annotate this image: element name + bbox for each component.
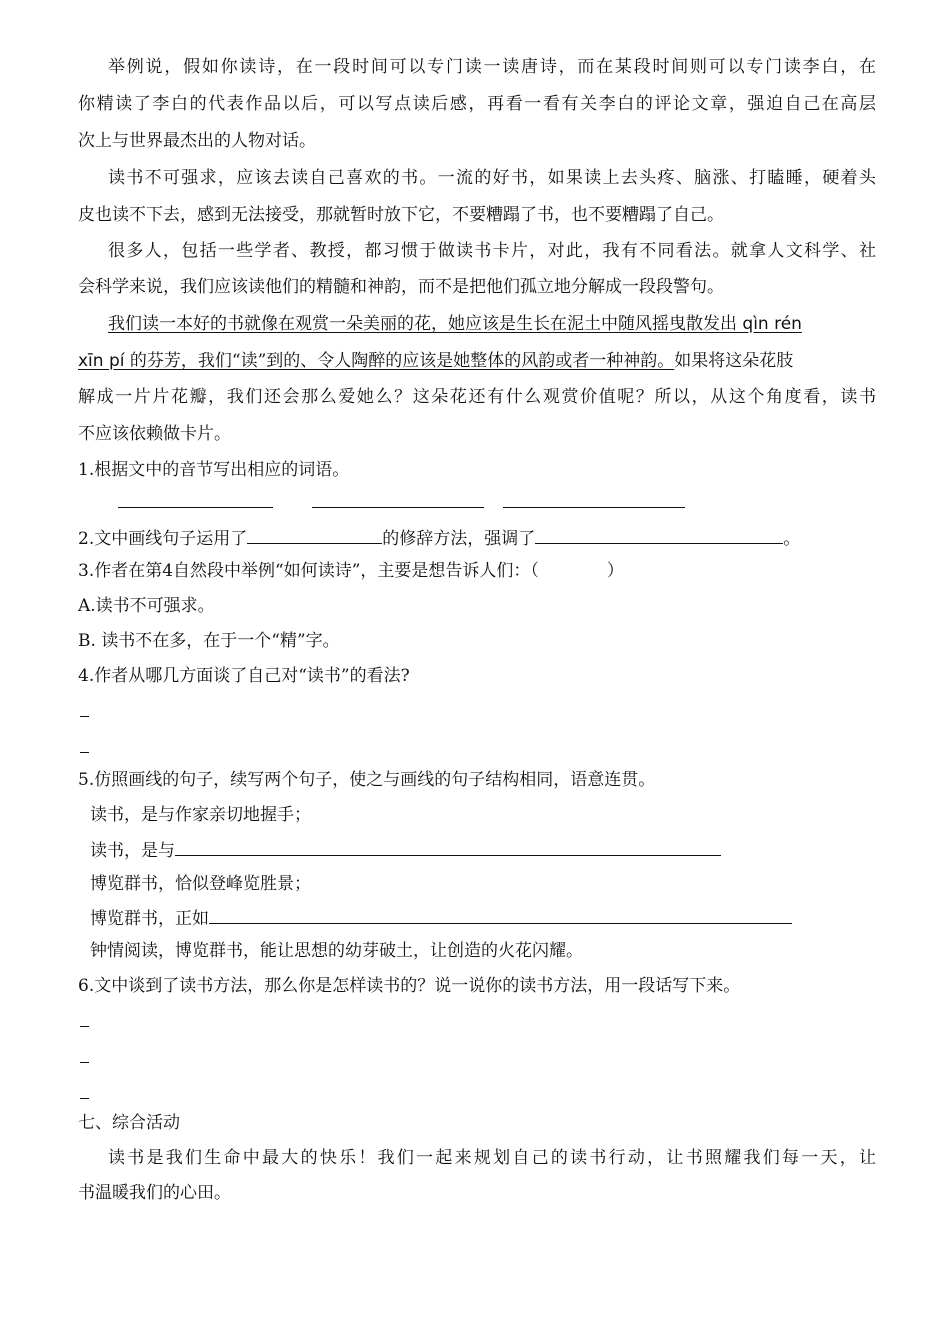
- question-5-line4: [90, 905, 792, 931]
- passage-p4-line1: [108, 312, 802, 336]
- underlined-sentence-part2: 的芬芳，我们“读”到的、令人陶醉的应该是她整体的风韵或者一种神韵。: [124, 351, 675, 371]
- question-5-line3: 博览群书，恰似登峰览胜景；: [90, 874, 311, 894]
- section-7-line1: 读书是我们生命中最大的快乐！我们一起来规划自己的读书行动，让书照耀我们每一天，让: [108, 1148, 876, 1168]
- answer-blank-5b[interactable]: [209, 905, 792, 924]
- passage-p3-line1: 很多人，包括一些学者、教授，都习惯于做读书卡片，对此，我有不同看法。就拿人文科学、社: [108, 241, 876, 261]
- answer-line-6a[interactable]: [80, 1026, 89, 1027]
- question-5-line1: 读书，是与作家亲切地握手；: [90, 805, 311, 825]
- question-4: 4.作者从哪几方面谈了自己对“读书”的看法?: [78, 666, 410, 686]
- question-5: 5.仿照画线的句子，续写两个句子，使之与画线的句子结构相同，语意连贯。: [78, 770, 656, 790]
- answer-line-4a[interactable]: [80, 716, 89, 717]
- section-7-line2: 书温暖我们的心田。: [78, 1183, 231, 1203]
- passage-p1-line1: 举例说，假如你读诗，在一段时间可以专门读一读唐诗，而在某段时间则可以专门读李白，在: [108, 57, 876, 77]
- question-5-line4-text: 博览群书，正如: [90, 909, 209, 929]
- question-3: 3.作者在第4自然段中举例“如何读诗”，主要是想告诉人们：（ ）: [78, 561, 624, 581]
- question-2-part3: 。: [783, 529, 801, 549]
- answer-blank-1c[interactable]: [503, 507, 685, 508]
- passage-p1-line3: 次上与世界最杰出的人物对话。: [78, 131, 316, 151]
- passage-p2-line1: 读书不可强求，应该去读自己喜欢的书。一流的好书，如果读上去头疼、脑涨、打瞌睡，硬着头: [108, 168, 876, 188]
- answer-blank-1a[interactable]: [118, 507, 273, 508]
- question-2-part1: 2.文中画线句子运用了: [78, 529, 248, 549]
- answer-blank-5a[interactable]: [175, 837, 721, 856]
- question-1: 1.根据文中的音节写出相应的词语。: [78, 460, 350, 480]
- underlined-sentence-part1: 我们读一本好的书就像在观赏一朵美丽的花，她应该是生长在泥土中随风摇曳散发出: [108, 314, 737, 334]
- answer-line-6c[interactable]: [80, 1098, 89, 1099]
- question-2: [78, 525, 800, 551]
- question-2-part2: 的修辞方法，强调了: [382, 529, 536, 549]
- passage-p4-line2: [78, 349, 793, 373]
- answer-blank-2b[interactable]: [535, 525, 783, 544]
- section-7-title: 七、综合活动: [78, 1113, 180, 1133]
- answer-blank-1b[interactable]: [312, 507, 484, 508]
- passage-p4-line2-rest: 如果将这朵花肢: [674, 351, 794, 371]
- answer-blank-2a[interactable]: [247, 525, 382, 544]
- passage-p4-line4: 不应该依赖做卡片。: [78, 424, 231, 444]
- question-3-option-a[interactable]: A.读书不可强求。: [78, 596, 215, 616]
- answer-line-6b[interactable]: [80, 1062, 89, 1063]
- passage-p1-line2: 你精读了李白的代表作品以后，可以写点读后感，再看一看有关李白的评论文章，强迫自己在高层: [78, 94, 876, 114]
- passage-p2-line2: 皮也读不下去，感到无法接受，那就暂时放下它，不要糟蹋了书，也不要糟蹋了自己。: [78, 205, 724, 225]
- pinyin-xin-pi: xīn pí: [78, 351, 125, 371]
- question-3-option-b[interactable]: B. 读书不在多，在于一个“精”字。: [78, 631, 340, 651]
- question-6: 6.文中谈到了读书方法，那么你是怎样读书的？说一说你的读书方法，用一段话写下来。: [78, 976, 741, 996]
- question-5-line2-text: 读书，是与: [90, 841, 175, 861]
- question-5-line2: [90, 837, 721, 863]
- passage-p3-line2: 会科学来说，我们应该读他们的精髓和神韵，而不是把他们孤立地分解成一段段警句。: [78, 277, 724, 297]
- question-5-line5: 钟情阅读，博览群书，能让思想的幼芽破土，让创造的火花闪耀。: [90, 941, 583, 961]
- pinyin-qin-ren: qìn rén: [737, 314, 802, 334]
- passage-p4-line3: 解成一片片花瓣，我们还会那么爱她么？这朵花还有什么观赏价值呢？所以，从这个角度看，读书: [78, 387, 876, 407]
- answer-line-4b[interactable]: [80, 752, 89, 753]
